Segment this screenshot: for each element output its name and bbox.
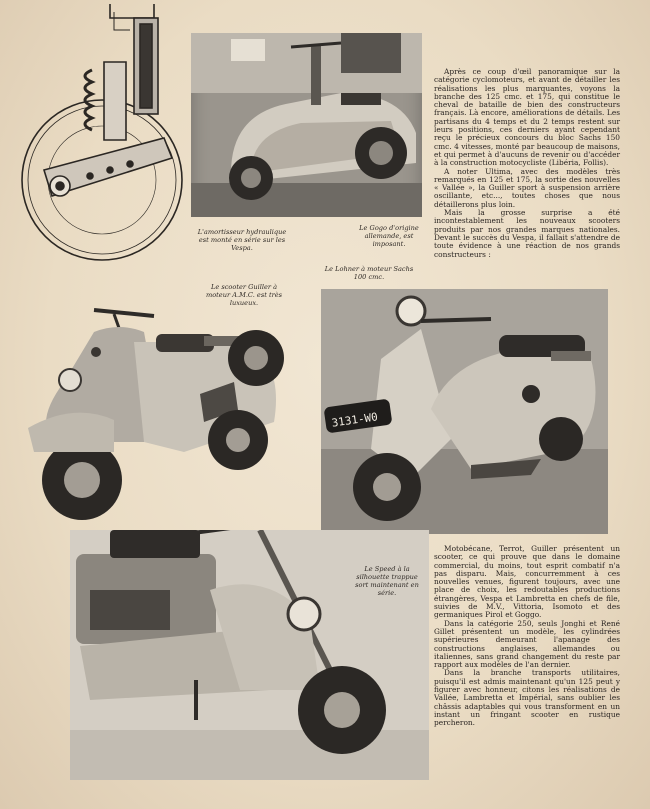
paragraph: Mais la grosse surprise a été incontestablement les nouveaux scooters produits par nos grandes marques nationales. Devant le succès du Vespa, il fallait s'attendre de toute évidence à une réaction de nos grands constructeurs : — [434, 208, 620, 259]
photo-guiller-scooter — [24, 302, 294, 524]
caption-gogo: Le Gogo d'origine allemande, est imposant. — [359, 224, 419, 248]
paragraph: Dans la branche transports utilitaires, puisqu'il est admis maintenant qu'un 125 peut y figurer avec honneur, citons les réalisations de Vallée, Lambretta et Impérial, sans oublier les châssis adaptables qui vous transforment en un instant un fringant scooter en rustique percheron. — [434, 668, 620, 728]
paragraph: A noter Ultima, avec des modèles très remarqués en 125 et 175, la sortie des nouvelles « Vallée », la Guiller sport à suspension arrière oscillante, etc..., toutes choses que nous détaillerons plus loin. — [434, 166, 620, 209]
caption-amortisseur: L'amortisseur hydraulique est monté en série sur les Vespa. — [197, 228, 287, 252]
article-text-top — [434, 68, 620, 259]
photo-gogo-scooter — [191, 33, 422, 217]
paragraph: Après ce coup d'œil panoramique sur la catégorie cyclomoteurs, et avant de détailler les réalisations les plus marquantes, voyons la branche des 125 cmc. et 175, qui constitue le cheval de bataille de bien des constructeurs français. Là encore, améliorations de détails. Les partisans du 4 temps et du 2 temps restent sur leurs positions, ces derniers ayant cependant reçu le précieux concours du bloc Sachs 150 cmc. 4 vitesses, monté par beaucoup de maisons, et qui permet à d'aucuns de revenir ou d'accéder à la construction motocycliste (Libéria, Follis). — [434, 67, 620, 168]
paragraph: Dans la catégorie 250, seuls Jonghi et René Gillet présentent un modèle, les cylindrées supérieures demeurant l'apanage des constructions anglaises, allemandes ou italiennes, sans grand changement du reste par rapport aux modèles de l'an dernier. — [434, 618, 620, 670]
caption-speed: Le Speed à la silhouette trappue sort maintenant en série. — [355, 565, 419, 597]
fork-suspension-drawing — [14, 0, 192, 282]
caption-guiller: Le scooter Guiller à moteur A.M.C. est très luxueux. — [205, 283, 283, 307]
photo-lohner-scooter — [321, 289, 608, 534]
paragraph: Motobécane, Terrot, Guiller présentent un scooter, ce qui prouve que dans le domaine commercial, du moins, tout esprit combatif n'a pas disparu. Mais, concurremment à ces nouvelles venues, figurent toujours, avec une place de choix, les redoutables productions étrangères, Vespa et Lambretta en chefs de file, suivies de M.V., Vittoria, Isomoto et des germaniques Pirol et Goggo. — [434, 544, 620, 620]
caption-lohner: Le Lohner à moteur Sachs 100 cmc. — [324, 265, 414, 281]
license-plate-text: 3131-W0 — [330, 410, 379, 430]
article-text-bottom — [434, 545, 620, 728]
